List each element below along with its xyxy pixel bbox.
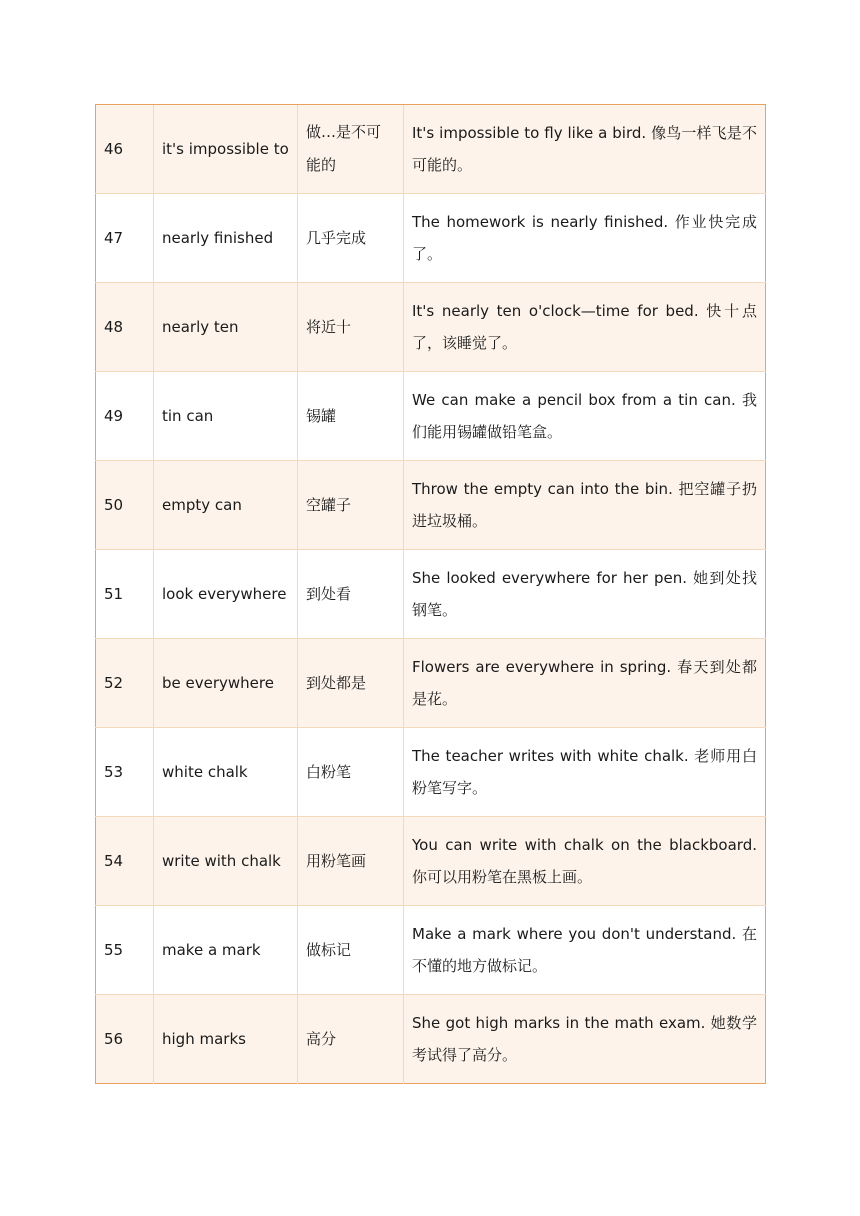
- example-sentence-cell: We can make a pencil box from a tin can. 我们能用锡罐做铅笔盒。: [404, 372, 766, 461]
- chinese-meaning-cell: 将近十: [298, 283, 404, 372]
- example-sentence-cell: The homework is nearly finished. 作业快完成了。: [404, 194, 766, 283]
- table-row: [96, 728, 766, 817]
- phrase-cell: empty can: [154, 461, 298, 550]
- phrase-cell: look everywhere: [154, 550, 298, 639]
- phrase-cell: white chalk: [154, 728, 298, 817]
- table-row: [96, 372, 766, 461]
- phrase-cell: make a mark: [154, 906, 298, 995]
- table-row: [96, 906, 766, 995]
- chinese-meaning-cell: 做…是不可能的: [298, 105, 404, 194]
- phrase-cell: be everywhere: [154, 639, 298, 728]
- chinese-meaning-cell: 用粉笔画: [298, 817, 404, 906]
- table-row: [96, 995, 766, 1084]
- example-sentence-cell: Make a mark where you don't understand. 在不懂的地方做标记。: [404, 906, 766, 995]
- row-number: 46: [96, 105, 154, 194]
- table-row: [96, 105, 766, 194]
- table-row: [96, 194, 766, 283]
- chinese-meaning-cell: 到处看: [298, 550, 404, 639]
- row-number: 53: [96, 728, 154, 817]
- row-number: 49: [96, 372, 154, 461]
- example-sentence-cell: She looked everywhere for her pen. 她到处找钢笔。: [404, 550, 766, 639]
- phrase-cell: high marks: [154, 995, 298, 1084]
- example-sentence-cell: You can write with chalk on the blackboard. 你可以用粉笔在黑板上画。: [404, 817, 766, 906]
- chinese-meaning-cell: 锡罐: [298, 372, 404, 461]
- chinese-meaning-cell: 做标记: [298, 906, 404, 995]
- chinese-meaning-cell: 白粉笔: [298, 728, 404, 817]
- chinese-meaning-cell: 空罐子: [298, 461, 404, 550]
- example-sentence-cell: Flowers are everywhere in spring. 春天到处都是花。: [404, 639, 766, 728]
- row-number: 52: [96, 639, 154, 728]
- phrase-cell: it's impossible to: [154, 105, 298, 194]
- phrase-cell: nearly finished: [154, 194, 298, 283]
- row-number: 55: [96, 906, 154, 995]
- row-number: 54: [96, 817, 154, 906]
- example-sentence-cell: It's nearly ten o'clock—time for bed. 快十点了，该睡觉了。: [404, 283, 766, 372]
- row-number: 48: [96, 283, 154, 372]
- phrase-cell: nearly ten: [154, 283, 298, 372]
- vocabulary-table-body: [96, 105, 766, 1084]
- example-sentence-cell: She got high marks in the math exam. 她数学考试得了高分。: [404, 995, 766, 1084]
- table-row: [96, 817, 766, 906]
- table-row: [96, 550, 766, 639]
- table-row: [96, 461, 766, 550]
- row-number: 51: [96, 550, 154, 639]
- example-sentence-cell: Throw the empty can into the bin. 把空罐子扔进垃圾桶。: [404, 461, 766, 550]
- example-sentence-cell: It's impossible to fly like a bird. 像鸟一样飞是不可能的。: [404, 105, 766, 194]
- example-sentence-cell: The teacher writes with white chalk. 老师用白粉笔写字。: [404, 728, 766, 817]
- row-number: 56: [96, 995, 154, 1084]
- row-number: 47: [96, 194, 154, 283]
- chinese-meaning-cell: 几乎完成: [298, 194, 404, 283]
- phrase-cell: write with chalk: [154, 817, 298, 906]
- phrase-cell: tin can: [154, 372, 298, 461]
- chinese-meaning-cell: 高分: [298, 995, 404, 1084]
- chinese-meaning-cell: 到处都是: [298, 639, 404, 728]
- row-number: 50: [96, 461, 154, 550]
- table-row: [96, 639, 766, 728]
- vocabulary-table: [95, 104, 766, 1084]
- table-row: [96, 283, 766, 372]
